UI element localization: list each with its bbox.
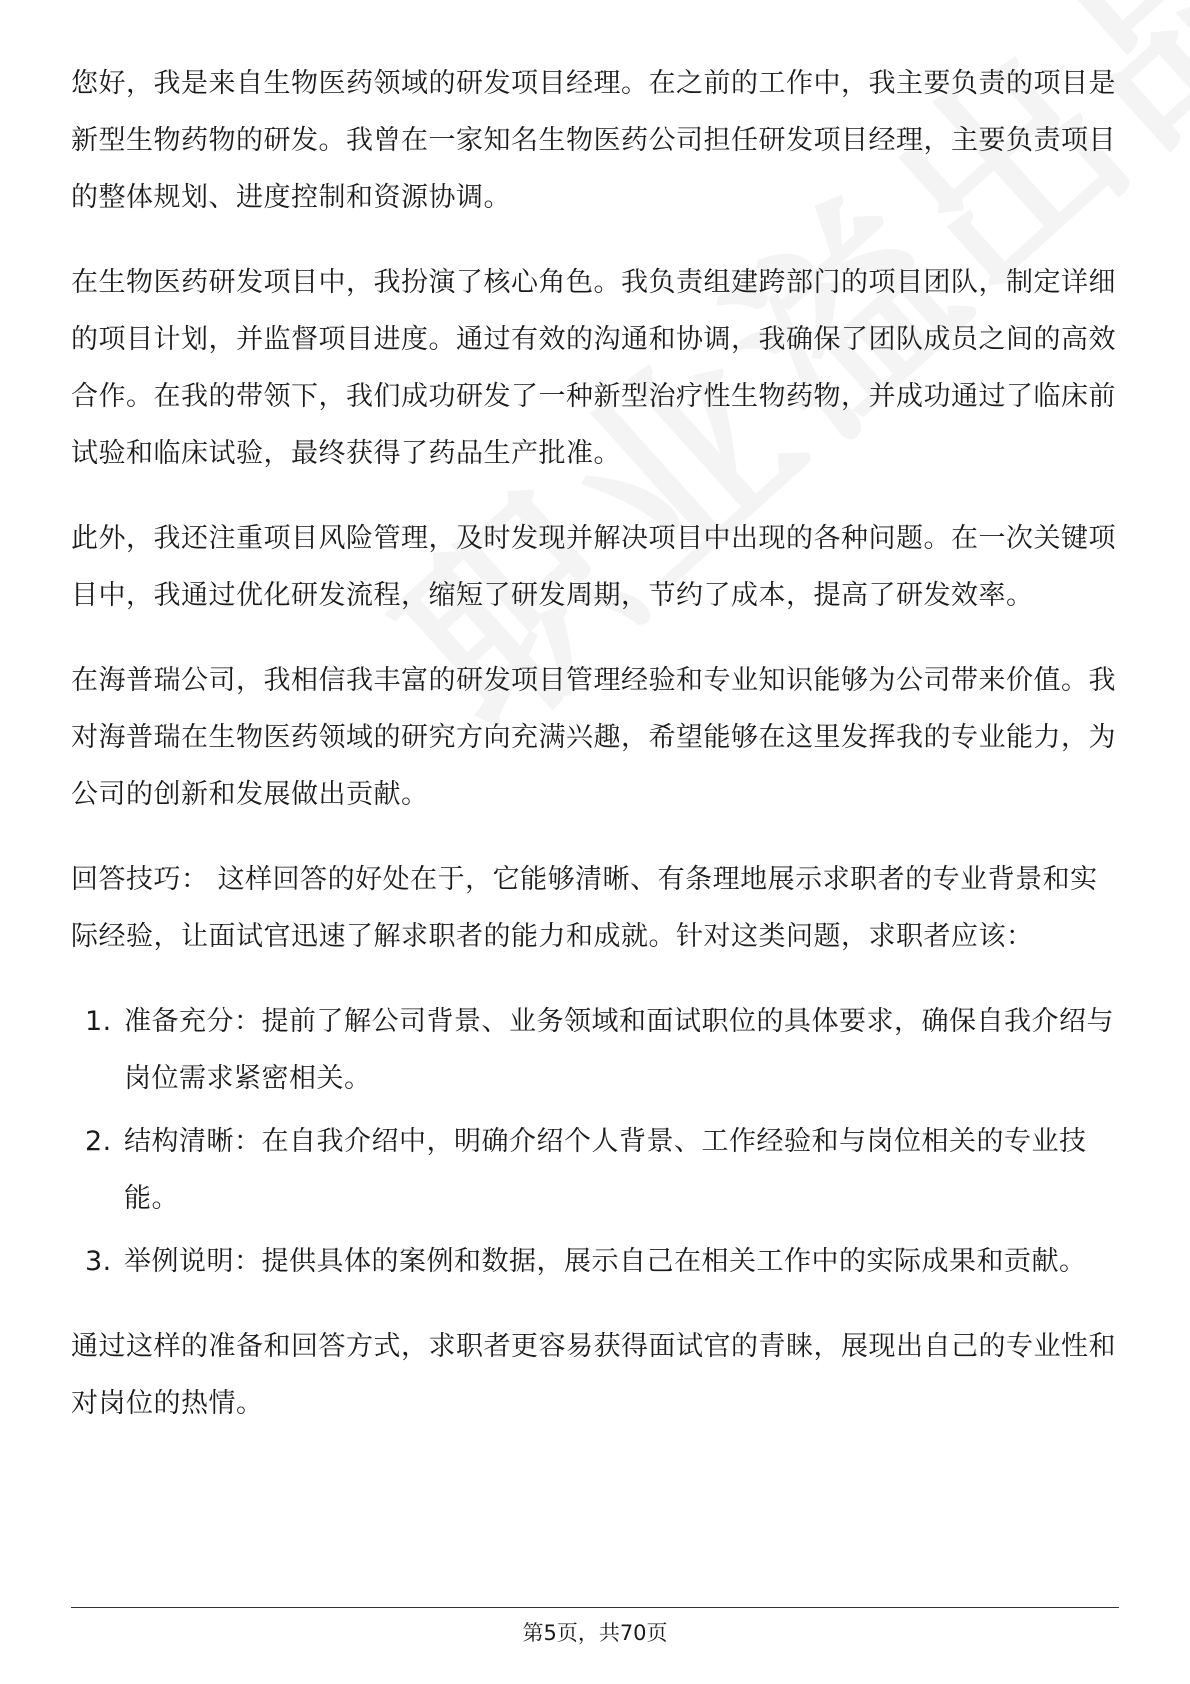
footer-divider: [71, 1607, 1119, 1608]
list-item-text: 准备充分：提前了解公司背景、业务领域和面试职位的具体要求，确保自我介绍与岗位需求紧密相关。: [124, 1006, 1114, 1094]
tips-list: [71, 993, 1121, 1290]
paragraph-company: 在海普瑞公司，我相信我丰富的研发项目管理经验和专业知识能够为公司带来价值。我对海普瑞在生物医药领域的研究方向充满兴趣，希望能够在这里发挥我的专业能力，为公司的创新和发展做出贡献。: [71, 665, 1116, 810]
document-body: [71, 55, 1121, 1460]
paragraph-intro: 您好，我是来自生物医药领域的研发项目经理。在之前的工作中，我主要负责的项目是新型生物药物的研发。我曾在一家知名生物医药公司担任研发项目经理，主要负责项目的整体规划、进度控制和资源协调。: [71, 68, 1116, 213]
list-item-number: 2.: [85, 1126, 112, 1157]
list-item-number: 1.: [85, 1006, 112, 1037]
list-item-number: 3.: [85, 1246, 112, 1277]
list-item: [71, 993, 1121, 1107]
list-item-text: 结构清晰：在自我介绍中，明确介绍个人背景、工作经验和与岗位相关的专业技能。: [124, 1126, 1087, 1214]
paragraph-risk: 此外，我还注重项目风险管理，及时发现并解决项目中出现的各种问题。在一次关键项目中，我通过优化研发流程，缩短了研发周期，节约了成本，提高了研发效率。: [71, 523, 1116, 611]
paragraph-role: 在生物医药研发项目中，我扮演了核心角色。我负责组建跨部门的项目团队，制定详细的项目计划，并监督项目进度。通过有效的沟通和协调，我确保了团队成员之间的高效合作。在我的带领下，我们成功研发了一种新型治疗性生物药物，并成功通过了临床前试验和临床试验，最终获得了药品生产批准。: [71, 267, 1116, 469]
list-item: [71, 1113, 1121, 1227]
paragraph-closing: 通过这样的准备和回答方式，求职者更容易获得面试官的青睐，展现出自己的专业性和对岗位的热情。: [71, 1331, 1116, 1419]
list-item-text: 举例说明：提供具体的案例和数据，展示自己在相关工作中的实际成果和贡献。: [124, 1246, 1087, 1277]
paragraph-tips: 回答技巧： 这样回答的好处在于，它能够清晰、有条理地展示求职者的专业背景和实际经验，让面试官迅速了解求职者的能力和成就。针对这类问题，求职者应该：: [71, 864, 1098, 952]
page-number: 第5页，共70页: [522, 1621, 668, 1645]
list-item: [71, 1233, 1121, 1290]
